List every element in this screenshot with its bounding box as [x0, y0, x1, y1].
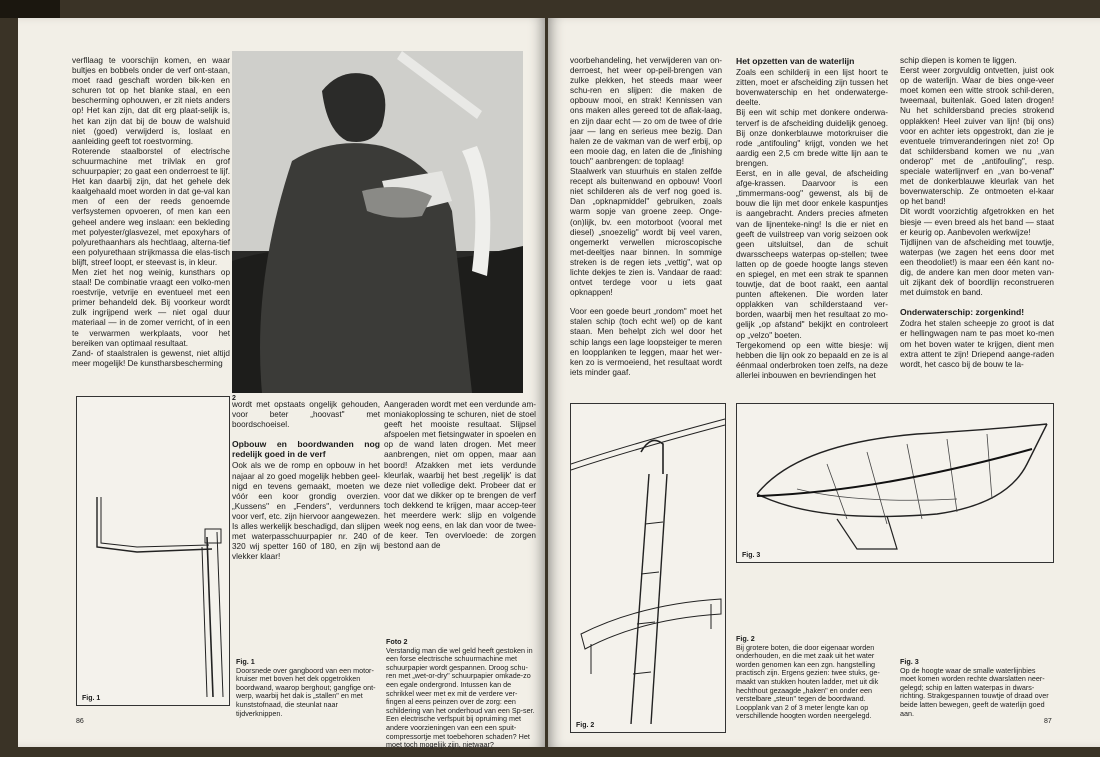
fig1-label: Fig. 1 — [82, 695, 101, 702]
left-page — [18, 18, 545, 750]
paragraph: schip diepen is komen te liggen. — [900, 56, 1017, 65]
paragraph: Zand- of staalstralen is gewenst, niet altijd meer mogelijk! De kunstharsbescherming — [72, 348, 230, 368]
section-heading: Opbouw en boordwanden nog redelijk goed in de verf — [232, 439, 380, 460]
right-page — [548, 18, 1100, 747]
paragraph: Men ziet het nog weinig, kunsthars op staal! De combinatie vraagt een volko-men roestvrije, vetvrije en eventueel met een primer behandeld dek. Bij voorkeur wordt zulk ingrijpend werk — niet ogal duur materiaal — in de zomer verricht, of in een te verwarmen werkplaats, voor het bereiken van optimaal resultaat. — [72, 267, 230, 348]
caption-text: Doorsnede over gangboord van een motor-kruiser met boven het dek opgetrokken boordwand, waarop berghout; gangfige ont-werp, waarbij het dak is „stallen" en met kunststofnaad, die steunlat naar tijdverknippen. — [236, 665, 376, 718]
paragraph: Tijdlijnen van de afscheiding met touwtje, waterpas (we zagen het eens door met een theodoliet!) is maar een één kant no-dig, de andere kan men door meten van-uit zijkant dek of boordlijn reconstrueren met duimstok en band. — [900, 237, 1054, 298]
section-heading: Het opzetten van de waterlijn — [736, 56, 855, 66]
paragraph: wordt met opstaats ongelijk gehouden, voor beter „hoovast" met boordschoeisel. — [232, 400, 380, 430]
caption-title: Fig. 3 — [900, 657, 919, 666]
caption-text: Op de hoogte waar de smalle waterlijnbies moet komen worden rechte dwarslatten neer-gelegd; schip en latten waterpas in dwars-richting. Strakgespannen touwtje of draad over beide latten bewegen, geeft de waterlijn goed aan. — [900, 665, 1049, 718]
paragraph: Eerst weer zorgvuldig ontvetten, juist ook op de waterlijn. Waar de bies onge-veer moet komen een witte strook schil-deren, tweemaal, buitenlak. Goed laten drogen! Nu het schildersband precies strokend opplakken! Heel zuiver van lijn! (bij ons) voor en achter iets opgestrokt, dan zie je eventuele trimveranderingen niet zo! Op dat schildersband komen we nu „van onderop" met de „antifouling", resp. speciale waterlijnverf en „van bo-venaf" met de donkerblauwe kleurlak van het bovenwaterschip. Ze ontmoeten el-kaar op het band! — [900, 66, 1054, 207]
caption-title: Fig. 2 — [736, 634, 755, 643]
fig2-caption — [736, 635, 896, 731]
ladder-stage-drawing — [571, 404, 725, 732]
left-column-2 — [232, 400, 380, 568]
fig1-caption — [236, 658, 386, 743]
book-edge — [0, 0, 60, 18]
paragraph: Dit wordt voorzichtig afgetrokken en het biesje — even breed als het band — staat er keurig op. Aanbevolen werkwijze! — [900, 207, 1054, 237]
paragraph: Voor een goede beurt „rondom" moet het stalen schip (toch echt wel) op de kant staan. Men behelpt zich wel door het schip langs een lage loopsteiger te meren en loopplanken te leggen, maar het wer-ken zo is vermoeiend, het resultaat wordt iets minder gaaf. — [570, 307, 722, 377]
paragraph: voorbehandeling, het verwijderen van on-derroest, het weer op-peil-brengen van zulke plekken, het steeds maar weer schu-ren en slijpen: die maken de opbouw mooi, en strak! Kennissen van ons maken alles gereed tot de aflak-laag, en zijn daar echt — zo om de twee of drie jaar — lang en serieus mee bezig. Dan halen ze de vakman van de werf erbij, op een mooie dag, en laten die de „finishing touch" aanbrengen: de toplaag! — [570, 56, 722, 166]
photo-number: 2 — [232, 395, 236, 402]
fig2-diagram — [570, 403, 726, 733]
paragraph: Zoals een schilderij in een lijst hoort te zitten, moet er afscheiding zijn tussen het bovenwaterschip en het onderwaterge-deelte. — [736, 68, 888, 108]
fig2-label: Fig. 2 — [576, 722, 595, 729]
fig3-caption — [900, 658, 1052, 731]
paragraph: Staalwerk van stuurhuis en stalen zelfde recept als buitenwand en opbouw! Voorl niet schilderen als de verf nog goed is. Dan „opknapmiddel" gebruiken, zoals warm sopje van groene zeep. Onge-(on)lijk, bv. een motorboot (vooral met diesel) „snoezelig" wordt bij veel varen, ongemerkt verwellen microscopische met-deeltjes naar binnen. In sommige streken is de regen iets „vettig", wat op lichte dekjes te zien is. Vandaar de raad: ontvet terdege voor u iets gaat opknappen! — [570, 167, 722, 298]
foto2-caption — [386, 637, 536, 750]
section-heading: Onderwaterschip: zorgenkind! — [900, 307, 1025, 318]
caption-text: Bij grotere boten, die door eigenaar worden onderhouden, en die met zaak uit het water worden genomen kan een zgn. hangstelling practisch zijn. Ergens gezien: twee stuks, ge-maakt van stukken houten ladder, met uit dik hechthout gezaagde „haken" en onder een verstelbare „steun" tegen de boordwand. Loopplank van 2 of 3 meter lengte kan op verschillende hoogten worden neergelegd. — [736, 642, 880, 721]
fig3-label: Fig. 3 — [742, 552, 761, 559]
left-column-3 — [384, 400, 536, 568]
paragraph: Eerst, en in alle geval, de afscheiding afge-krassen. Daarvoor is een „timmermans-oog" gewenst, als bij de bouw die lijn met door enkele kaspuntjes is aangebracht. Anders precies afmeten van de lijnenteke-ning! Is die er niet en geeft de vuilstreep van vorig seizoen ook geen uitsluitsel, dan de schuit dwarsscheeps waterpas op-stellen; twee latten op de goede hoogte langs steven en spiegel, en met een strak te spannen touwtje, dat de boot raakt, een aantal punten aftekenen. Die worden later opplakken van schilderstaand ver-borden, waarbij men het resultaat zo mo-gelijk „op afstand" bekijkt en controleert op „velzo" boeten. — [736, 169, 888, 340]
paragraph: Zodra het stalen scheepje zo groot is dat er hellingwagen nam te pas moet ko-men om het boven water te krijgen, dient men extra attent te zijn! Driepend aange-raden wordt, het casco bij de bouw te la- — [900, 319, 1054, 369]
paragraph: Ook als we de romp en opbouw in het najaar al zo goed mogelijk hebben geel-nigd en tevens gemaakt, moeten we vóór een koor grondig overzien. „Kussens" en „Fenders", verdunners voor verf, etc. zijn hiervoor aangewezen. Is alles werkelijk beschadigd, dan slijpen met waterpasschuurpapier nr. 240 of 320 wij spetter 160 of 180, en zijn wij vlekker klaar! — [232, 461, 380, 562]
caption-title: Fig. 1 — [236, 657, 255, 666]
page-number-right: 87 — [1044, 718, 1052, 725]
fig1-diagram — [76, 396, 230, 706]
page-number-left: 86 — [76, 718, 84, 725]
photo-illustration — [232, 51, 523, 393]
hull-waterline-drawing — [737, 404, 1053, 562]
caption-text: Verstandig man die wel geld heeft gestoken in een forse electrische schuurmachine met schuurpapier wordt gespannen. Droog schu-ren met „wet-or-dry" schuurpapier omkade-zo een egale ondergrond. Intussen kan de schrikkel weer met ex mit de verdere ver-fingen al eens peinzen over de zorg: een schildering van het onderhoud van een Sp-ser. Een electrische verfspuit bij opruiming met andere voorzieningen van een een spuit-compressortje met toebehoren schaden? Het moet toch mogelijk zijn, nietwaar? — [386, 645, 535, 750]
right-column-1 — [570, 56, 722, 396]
paragraph: verfllaag te voorschijn komen, en waar bultjes en bobbels onder de verf ont-staan, moet raad geschaft worden bik-ken en schuren tot op het blanke staal, en een bescherming ophouwen, er zit niets anders op! Het kan zijn, dat dit erg plaat-selijk is, het kan zijn dat bij de bouw de walshuid niet (goed) verwijderd is, loslaat en aanleiding geeft tot roestvorming. — [72, 56, 230, 146]
right-column-3 — [900, 56, 1054, 396]
gunwale-section-drawing — [77, 397, 229, 705]
caption-title: Foto 2 — [386, 637, 408, 646]
paragraph: Tergekomend op een witte biesje: wij hebben die lijn ook zo bepaald en ze is al éénmaal onderbroken toen zelfs, na deze allerlei inbouwen en bevriendingen het — [736, 340, 888, 380]
man-sanding-photo — [232, 51, 523, 393]
paragraph: Bij een wit schip met donkere onderwa-terverf is de afscheiding duidelijk genoeg. Bij onze donkerblauwe motorkruiser die rode „antifouling" krijgt, vonden we het aardig een 2,5 cm brede witte lijn aan te brengen. — [736, 108, 888, 168]
fig3-diagram — [736, 403, 1054, 563]
paragraph: Aangeraden wordt met een verdunde am-moniakoplossing te schuren, niet de stoel geeft het mooiste resultaat. Slijpsel afspoelen met fietsingwater in spoelen en op de wand laten drogen. Met meer aanbrengen, niet om oppen, maar aan boord! Afzakken met iets verdunde kleurlak, waarbij het best ‚regelijk' is dat deze niet volledige dekt. Probeer dat er voor dat we dikker op te brengen de verf toch dekkend te krijgen, maar accep-teer het meerdere werk: slijp en volgende week nog eens, en lak dan voor de twee-de keer. Ten overvloede: de zorgen bestond aan de — [384, 400, 536, 551]
left-column-1 — [72, 56, 230, 388]
right-column-2 — [736, 56, 888, 396]
paragraph: Roterende staalborstel of electrische schuurmachine met trilvlak en grof schuurpapier; zo gaat een onderroest te lijf. Het kan daarbij zijn, dat het gehele dek kaalgehaald moet worden in dat ge-val kan men of een der reeds genoemde verfsystemen opvoeren, of men kan een geheel andere weg inslaan: een bekleding met polyester/glasvezel, met epoxyhars of polyurethaanhars als hechtlaag, alterna-tief een polyurethaan strijkmassa die elas-tisch blijft, streef loopt, er steevast is, in kleur. — [72, 146, 230, 267]
